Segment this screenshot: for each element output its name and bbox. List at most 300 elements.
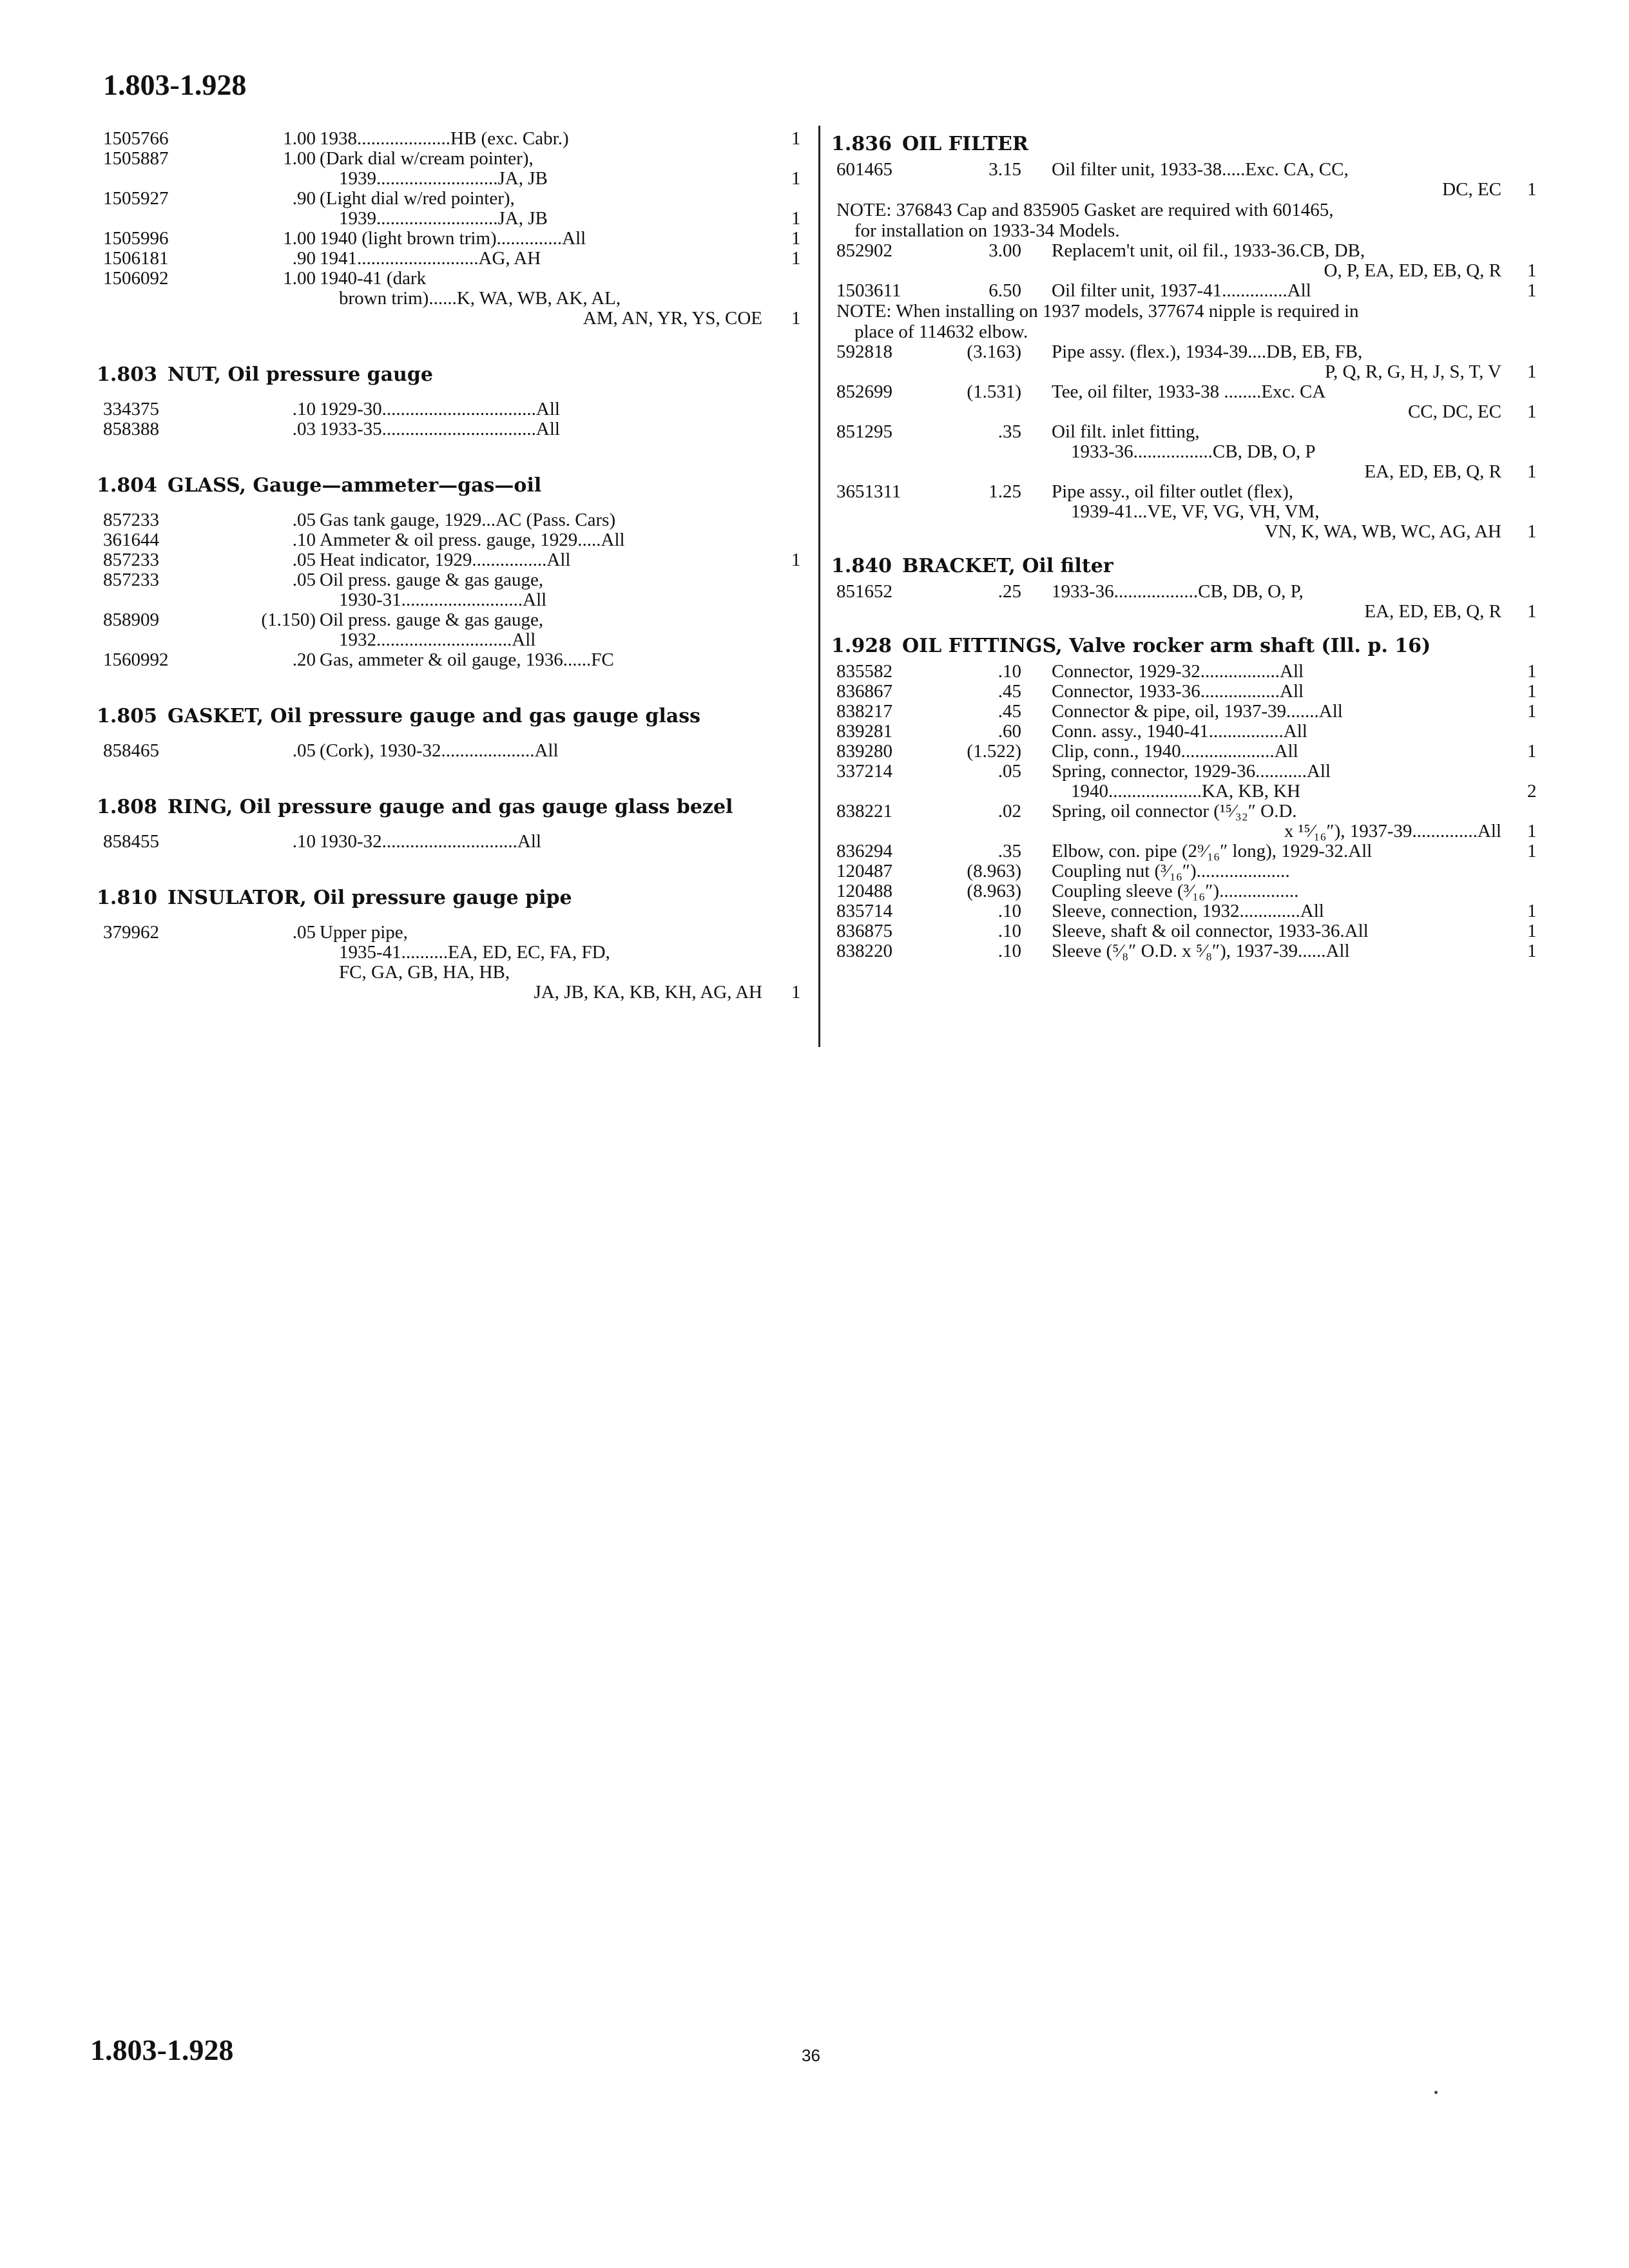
parts-entry <box>97 741 809 761</box>
part-price: .10 <box>998 901 1021 921</box>
entry-line <box>831 682 1547 702</box>
part-price: (8.963) <box>967 881 1021 901</box>
part-quantity: 1 <box>791 982 801 1003</box>
part-description: Heat indicator, 1929................All <box>320 550 571 570</box>
part-number: 857233 <box>103 550 159 570</box>
part-number: 836294 <box>836 841 892 861</box>
part-quantity: 1 <box>1527 901 1537 921</box>
section-heading <box>97 701 809 732</box>
part-price: 1.00 <box>283 148 316 169</box>
entry-line <box>97 249 809 269</box>
part-description: 1930-32.............................All <box>320 831 541 852</box>
part-number: 1505766 <box>103 128 169 149</box>
part-number: 851295 <box>836 421 892 442</box>
part-price: .10 <box>998 921 1021 941</box>
part-number: 839281 <box>836 721 892 742</box>
entry-line <box>831 281 1547 301</box>
entry-line <box>97 943 809 963</box>
part-price: .10 <box>292 399 316 419</box>
part-number: 858455 <box>103 831 159 852</box>
part-number: 1505927 <box>103 188 169 209</box>
part-description: DC, EC <box>1442 179 1501 200</box>
section-heading <box>831 551 1547 582</box>
part-quantity: 1 <box>1527 601 1537 622</box>
parts-entry <box>831 342 1547 382</box>
part-price: .60 <box>998 721 1021 742</box>
part-number: 835582 <box>836 661 892 682</box>
part-number: 601465 <box>836 159 892 180</box>
entry-line <box>97 630 809 650</box>
parts-entry <box>831 901 1547 921</box>
part-price: .90 <box>292 188 316 209</box>
part-description: Gas tank gauge, 1929...AC (Pass. Cars) <box>320 510 616 530</box>
entry-line <box>97 419 809 439</box>
entry-line <box>831 762 1547 782</box>
parts-entry <box>831 482 1547 542</box>
entry-line <box>831 482 1547 502</box>
part-description: EA, ED, EB, Q, R <box>1364 461 1501 482</box>
part-description: 1938....................HB (exc. Cabr.) <box>320 128 569 149</box>
part-description: Sleeve, shaft & oil connector, 1933-36.All <box>1052 921 1369 941</box>
part-number: 1506092 <box>103 268 169 289</box>
entry-line <box>97 832 809 852</box>
part-price: .25 <box>998 581 1021 602</box>
part-description: O, P, EA, ED, EB, Q, R <box>1324 260 1501 281</box>
entry-line <box>831 662 1547 682</box>
part-description: 1933-36.................CB, DB, O, P <box>1071 441 1316 462</box>
part-description: AM, AN, YR, YS, COE <box>583 308 762 329</box>
parts-entry <box>831 682 1547 702</box>
right-column <box>831 129 1547 961</box>
part-price: .20 <box>292 649 316 670</box>
part-description: Oil filt. inlet fitting, <box>1052 421 1200 442</box>
part-number: 857233 <box>103 570 159 590</box>
parts-entry <box>831 382 1547 422</box>
part-price: (8.963) <box>967 861 1021 881</box>
part-number: 3651311 <box>836 481 901 502</box>
page-number: 36 <box>802 2046 820 2065</box>
part-price: .05 <box>292 740 316 761</box>
part-price: .35 <box>998 841 1021 861</box>
entry-line <box>831 582 1547 602</box>
part-description: (Light dial w/red pointer), <box>320 188 515 209</box>
section-title: INSULATOR, Oil pressure gauge pipe <box>167 887 572 909</box>
section-heading <box>831 631 1547 662</box>
section-number: 1.803 <box>97 363 157 386</box>
part-description: Coupling sleeve (³⁄₁₆″)................. <box>1052 881 1299 901</box>
left-column <box>97 129 809 1003</box>
part-price: .45 <box>998 701 1021 722</box>
parts-entry <box>831 881 1547 901</box>
entry-line <box>97 269 809 289</box>
part-description: Replacem't unit, oil fil., 1933-36.CB, DB, <box>1052 240 1365 261</box>
part-number: 858465 <box>103 740 159 761</box>
part-quantity: 1 <box>1527 260 1537 281</box>
entry-line <box>831 802 1547 822</box>
section-gap <box>97 390 809 399</box>
entry-line <box>831 702 1547 722</box>
part-price: .45 <box>998 681 1021 702</box>
column-divider <box>818 126 820 1047</box>
parts-entry <box>97 419 809 439</box>
parts-entry <box>97 650 809 670</box>
part-description: Upper pipe, <box>320 922 408 943</box>
section-gap <box>97 914 809 923</box>
part-price: .10 <box>998 941 1021 961</box>
entry-line <box>97 741 809 761</box>
parts-entry <box>97 610 809 650</box>
part-number: 838221 <box>836 801 892 822</box>
part-price: .05 <box>292 510 316 530</box>
part-price: .05 <box>292 570 316 590</box>
parts-entry <box>97 269 809 329</box>
parts-entry <box>831 722 1547 742</box>
entry-line <box>831 160 1547 180</box>
part-price: .10 <box>292 530 316 550</box>
part-price: .03 <box>292 419 316 439</box>
section-number: 1.810 <box>97 887 157 909</box>
parts-entry <box>831 742 1547 762</box>
part-description: 1929-30.................................All <box>320 399 560 419</box>
part-number: 334375 <box>103 399 159 419</box>
section-title: BRACKET, Oil filter <box>901 555 1113 577</box>
part-number: 1506181 <box>103 248 169 269</box>
section-title: OIL FITTINGS, Valve rocker arm shaft (Ill. p. 16) <box>901 635 1431 657</box>
parts-entry <box>97 249 809 269</box>
part-quantity: 1 <box>1527 701 1537 722</box>
page-header-title: 1.803-1.928 <box>103 68 247 101</box>
parts-entry <box>831 861 1547 881</box>
section-title: GASKET, Oil pressure gauge and gas gauge glass <box>167 705 701 727</box>
part-description: Connector & pipe, oil, 1937-39.......All <box>1052 701 1343 722</box>
entry-line <box>831 502 1547 522</box>
part-number: 1505887 <box>103 148 169 169</box>
part-description: Spring, oil connector (¹⁵⁄₃₂″ O.D. <box>1052 801 1297 822</box>
part-description: Gas, ammeter & oil gauge, 1936......FC <box>320 649 614 670</box>
entry-line <box>831 261 1547 281</box>
section-gap <box>97 329 809 360</box>
part-quantity: 1 <box>1527 941 1537 961</box>
part-number: 851652 <box>836 581 892 602</box>
part-number: 838217 <box>836 701 892 722</box>
entry-line <box>831 722 1547 742</box>
part-number: 836867 <box>836 681 892 702</box>
entry-line <box>97 189 809 209</box>
parts-entry <box>831 921 1547 941</box>
entry-line <box>831 362 1547 382</box>
part-quantity: 1 <box>1527 661 1537 682</box>
note-line: NOTE: When installing on 1937 models, 377674 nipple is required in <box>836 301 1359 322</box>
entry-line <box>831 901 1547 921</box>
part-description: FC, GA, GB, HA, HB, <box>339 962 510 983</box>
part-description: 1940 (light brown trim)..............All <box>320 228 586 249</box>
entry-line <box>97 229 809 249</box>
parts-entry <box>97 189 809 229</box>
part-quantity: 1 <box>1527 741 1537 762</box>
part-description: Connector, 1929-32.................All <box>1052 661 1304 682</box>
entry-line <box>831 342 1547 362</box>
entry-line <box>831 921 1547 941</box>
entry-line <box>831 941 1547 961</box>
part-description: 1932.............................All <box>339 629 536 650</box>
part-description: VN, K, WA, WB, WC, AG, AH <box>1264 521 1501 542</box>
part-number: 361644 <box>103 530 159 550</box>
entry-line <box>97 149 809 169</box>
part-description: Spring, connector, 1929-36...........All <box>1052 761 1331 782</box>
entry-line <box>97 169 809 189</box>
part-quantity: 1 <box>791 308 801 329</box>
part-number: 592818 <box>836 341 892 362</box>
parts-entry <box>97 149 809 189</box>
entry-line <box>831 382 1547 402</box>
part-description: Oil press. gauge & gas gauge, <box>320 570 544 590</box>
part-description: Pipe assy. (flex.), 1934-39....DB, EB, FB, <box>1052 341 1363 362</box>
part-quantity: 1 <box>1527 179 1537 200</box>
part-description: Conn. assy., 1940-41................All <box>1052 721 1307 742</box>
part-price: 1.00 <box>283 268 316 289</box>
entry-line <box>831 881 1547 901</box>
part-description: 1933-36..................CB, DB, O, P, <box>1052 581 1304 602</box>
parts-entry <box>831 281 1547 301</box>
entry-line <box>97 570 809 590</box>
part-price: (3.163) <box>967 341 1021 362</box>
part-quantity: 1 <box>1527 361 1537 382</box>
part-price: .05 <box>998 761 1021 782</box>
parts-entry <box>831 841 1547 861</box>
entry-line <box>831 180 1547 200</box>
part-price: 3.00 <box>988 240 1021 261</box>
part-number: 1560992 <box>103 649 169 670</box>
section-title: OIL FILTER <box>901 133 1028 155</box>
entry-line <box>831 442 1547 462</box>
part-quantity: 1 <box>1527 280 1537 301</box>
part-description: 1939..........................JA, JB <box>339 208 548 229</box>
part-description: 1941..........................AG, AH <box>320 248 541 269</box>
part-price: 6.50 <box>988 280 1021 301</box>
section-gap <box>97 823 809 832</box>
part-quantity: 1 <box>791 128 801 149</box>
entry-line <box>97 983 809 1003</box>
part-number: 858388 <box>103 419 159 439</box>
part-description: Tee, oil filter, 1933-38 ........Exc. CA <box>1052 381 1326 402</box>
part-description: x ¹⁵⁄₁₆″), 1937-39..............All <box>1284 821 1501 841</box>
section-gap <box>97 439 809 470</box>
part-description: Connector, 1933-36.................All <box>1052 681 1304 702</box>
entry-line <box>831 861 1547 881</box>
part-description: Clip, conn., 1940....................All <box>1052 741 1298 762</box>
entry-line <box>831 402 1547 422</box>
part-number: 120488 <box>836 881 892 901</box>
parts-entry <box>831 702 1547 722</box>
part-description: Oil filter unit, 1933-38.....Exc. CA, CC, <box>1052 159 1349 180</box>
part-number: 858909 <box>103 610 159 630</box>
note-line: place of 114632 elbow. <box>854 322 1028 342</box>
entry-line <box>97 530 809 550</box>
parts-entry <box>97 923 809 1003</box>
section-heading <box>97 360 809 390</box>
entry-line <box>831 822 1547 841</box>
part-description: Sleeve (⁵⁄₈″ O.D. x ⁵⁄₈″), 1937-39......All <box>1052 941 1350 961</box>
note-line: for installation on 1933-34 Models. <box>854 220 1120 241</box>
entry-line <box>831 462 1547 482</box>
section-gap <box>97 852 809 883</box>
part-description: 1935-41..........EA, ED, EC, FA, FD, <box>339 942 610 963</box>
section-number: 1.928 <box>831 635 892 657</box>
entry-line <box>97 610 809 630</box>
part-description: Elbow, con. pipe (2⁹⁄₁₆″ long), 1929-32.All <box>1052 841 1373 861</box>
part-number: 857233 <box>103 510 159 530</box>
part-quantity: 1 <box>1527 821 1537 841</box>
section-heading <box>97 470 809 501</box>
part-price: 1.00 <box>283 128 316 149</box>
parts-entry <box>97 550 809 570</box>
part-number: 838220 <box>836 941 892 961</box>
part-description: 1940....................KA, KB, KH <box>1071 781 1301 802</box>
part-quantity: 1 <box>791 248 801 269</box>
part-quantity: 1 <box>1527 841 1537 861</box>
entry-line <box>831 602 1547 622</box>
part-price: .10 <box>292 831 316 852</box>
section-number: 1.836 <box>831 133 892 155</box>
part-description: Coupling nut (³⁄₁₆″).................... <box>1052 861 1290 881</box>
section-title: GLASS, Gauge—ammeter—gas—oil <box>167 474 542 497</box>
part-number: 379962 <box>103 922 159 943</box>
part-description: Sleeve, connection, 1932.............All <box>1052 901 1324 921</box>
section-number: 1.808 <box>97 796 157 818</box>
entry-line <box>97 590 809 610</box>
section-gap <box>831 542 1547 551</box>
entry-line <box>831 241 1547 261</box>
part-price: .90 <box>292 248 316 269</box>
part-description: JA, JB, KA, KB, KH, AG, AH <box>534 982 762 1003</box>
part-description: P, Q, R, G, H, J, S, T, V <box>1325 361 1501 382</box>
entry-line <box>831 782 1547 802</box>
entry-line <box>97 963 809 983</box>
section-heading <box>97 792 809 823</box>
part-description: (Dark dial w/cream pointer), <box>320 148 534 169</box>
part-price: (1.522) <box>967 741 1021 762</box>
part-description: Pipe assy., oil filter outlet (flex), <box>1052 481 1294 502</box>
section-number: 1.805 <box>97 705 157 727</box>
part-number: 1503611 <box>836 280 901 301</box>
entry-line <box>831 841 1547 861</box>
part-number: 852699 <box>836 381 892 402</box>
entry-line <box>831 422 1547 442</box>
parts-entry <box>831 241 1547 281</box>
part-price: .05 <box>292 922 316 943</box>
part-description: 1939..........................JA, JB <box>339 168 548 189</box>
section-gap <box>97 670 809 701</box>
part-quantity: 1 <box>1527 921 1537 941</box>
parts-entry <box>97 832 809 852</box>
entry-line <box>97 129 809 149</box>
entry-line <box>831 522 1547 542</box>
entry-line <box>97 923 809 943</box>
section-title: NUT, Oil pressure gauge <box>167 363 433 386</box>
part-quantity: 1 <box>791 168 801 189</box>
entry-line <box>97 309 809 329</box>
part-price: 3.15 <box>988 159 1021 180</box>
part-number: 852902 <box>836 240 892 261</box>
scan-speck <box>1434 2091 1438 2094</box>
part-price: (1.150) <box>261 610 316 630</box>
parts-entry <box>97 229 809 249</box>
part-number: 1505996 <box>103 228 169 249</box>
parts-entry <box>831 762 1547 802</box>
parts-entry <box>97 129 809 149</box>
entry-line <box>97 650 809 670</box>
section-heading <box>97 883 809 914</box>
part-price: 1.25 <box>988 481 1021 502</box>
part-description: CC, DC, EC <box>1407 401 1501 422</box>
note-text <box>831 301 1552 342</box>
parts-entry <box>831 662 1547 682</box>
parts-entry <box>97 570 809 610</box>
section-gap <box>97 501 809 510</box>
part-number: 337214 <box>836 761 892 782</box>
parts-entry <box>831 582 1547 622</box>
page-footer-title: 1.803-1.928 <box>90 2033 234 2066</box>
parts-entry <box>831 802 1547 841</box>
part-number: 839280 <box>836 741 892 762</box>
section-number: 1.804 <box>97 474 157 497</box>
part-quantity: 1 <box>1527 401 1537 422</box>
parts-entry <box>831 941 1547 961</box>
part-description: brown trim)......K, WA, WB, AK, AL, <box>339 288 621 309</box>
parts-entry <box>97 530 809 550</box>
part-description: 1939-41...VE, VF, VG, VH, VM, <box>1071 501 1320 522</box>
part-price: 1.00 <box>283 228 316 249</box>
entry-line <box>97 209 809 229</box>
section-heading <box>831 129 1547 160</box>
section-gap <box>97 761 809 792</box>
section-title: RING, Oil pressure gauge and gas gauge glass bezel <box>167 796 733 818</box>
entry-line <box>97 289 809 309</box>
part-description: 1940-41 (dark <box>320 268 427 289</box>
part-quantity: 1 <box>791 550 801 570</box>
part-description: EA, ED, EB, Q, R <box>1364 601 1501 622</box>
section-gap <box>831 622 1547 631</box>
part-quantity: 1 <box>791 228 801 249</box>
part-number: 836875 <box>836 921 892 941</box>
part-number: 120487 <box>836 861 892 881</box>
parts-entry <box>97 399 809 419</box>
part-number: 835714 <box>836 901 892 921</box>
part-quantity: 1 <box>791 208 801 229</box>
part-description: 1933-35.................................All <box>320 419 560 439</box>
part-price: .35 <box>998 421 1021 442</box>
part-description: Oil press. gauge & gas gauge, <box>320 610 544 630</box>
part-price: (1.531) <box>967 381 1021 402</box>
part-quantity: 1 <box>1527 521 1537 542</box>
parts-entry <box>831 422 1547 482</box>
part-price: .10 <box>998 661 1021 682</box>
entry-line <box>97 399 809 419</box>
part-quantity: 1 <box>1527 681 1537 702</box>
entry-line <box>831 742 1547 762</box>
entry-line <box>97 550 809 570</box>
part-description: Oil filter unit, 1937-41..............All <box>1052 280 1311 301</box>
part-description: 1930-31..........................All <box>339 590 547 610</box>
part-description: Ammeter & oil press. gauge, 1929.....All <box>320 530 625 550</box>
section-number: 1.840 <box>831 555 892 577</box>
parts-entry <box>97 510 809 530</box>
part-description: (Cork), 1930-32....................All <box>320 740 559 761</box>
note-line: NOTE: 376843 Cap and 835905 Gasket are required with 601465, <box>836 200 1334 220</box>
part-price: .05 <box>292 550 316 570</box>
part-quantity: 1 <box>1527 461 1537 482</box>
section-gap <box>97 732 809 741</box>
